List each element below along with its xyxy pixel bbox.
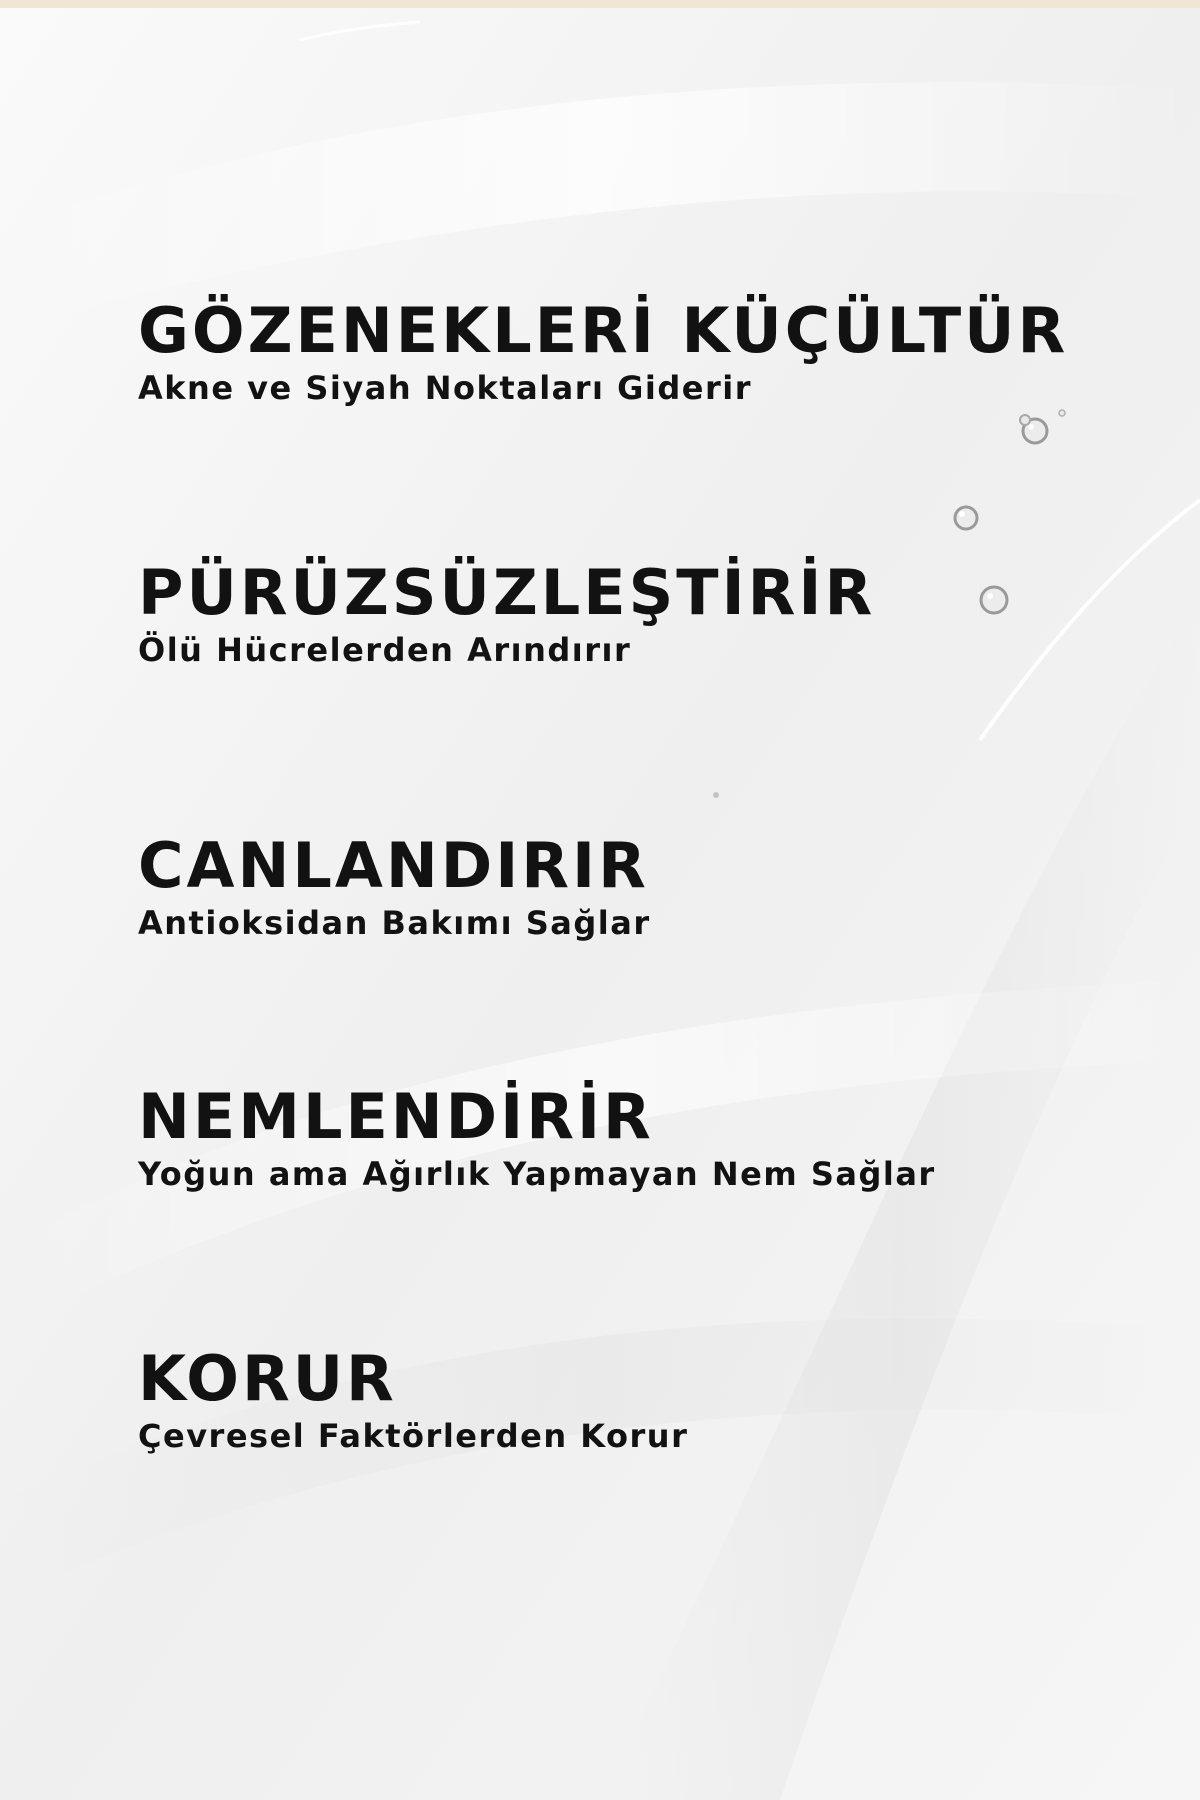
benefit-title: PÜRÜZSÜZLEŞTİRİR — [138, 556, 876, 629]
benefit-subtitle: Çevresel Faktörlerden Korur — [138, 1417, 689, 1455]
bubble-icon — [1020, 415, 1030, 425]
speck-dot — [713, 792, 719, 798]
benefit-subtitle: Akne ve Siyah Noktaları Giderir — [138, 369, 753, 407]
benefit-subtitle: Antioksidan Bakımı Sağlar — [138, 904, 651, 942]
bubble-icon — [955, 507, 977, 529]
benefit-subtitle: Yoğun ama Ağırlık Yapmayan Nem Sağlar — [138, 1155, 936, 1193]
benefit-item-smoothing — [138, 556, 876, 669]
benefit-item-revitalizing — [138, 829, 651, 942]
benefit-title: GÖZENEKLERİ KÜÇÜLTÜR — [138, 294, 1069, 367]
benefit-item-moisturizing — [138, 1080, 936, 1193]
bubble-icon — [981, 587, 1007, 613]
benefit-item-pores — [138, 294, 1069, 407]
benefit-subtitle: Ölü Hücrelerden Arındırır — [138, 631, 632, 669]
bubble-icon — [1059, 410, 1065, 416]
benefit-title: CANLANDIRIR — [138, 829, 649, 902]
benefit-item-protecting — [138, 1342, 689, 1455]
benefit-title: KORUR — [138, 1342, 397, 1415]
benefit-title: NEMLENDİRİR — [138, 1080, 654, 1153]
